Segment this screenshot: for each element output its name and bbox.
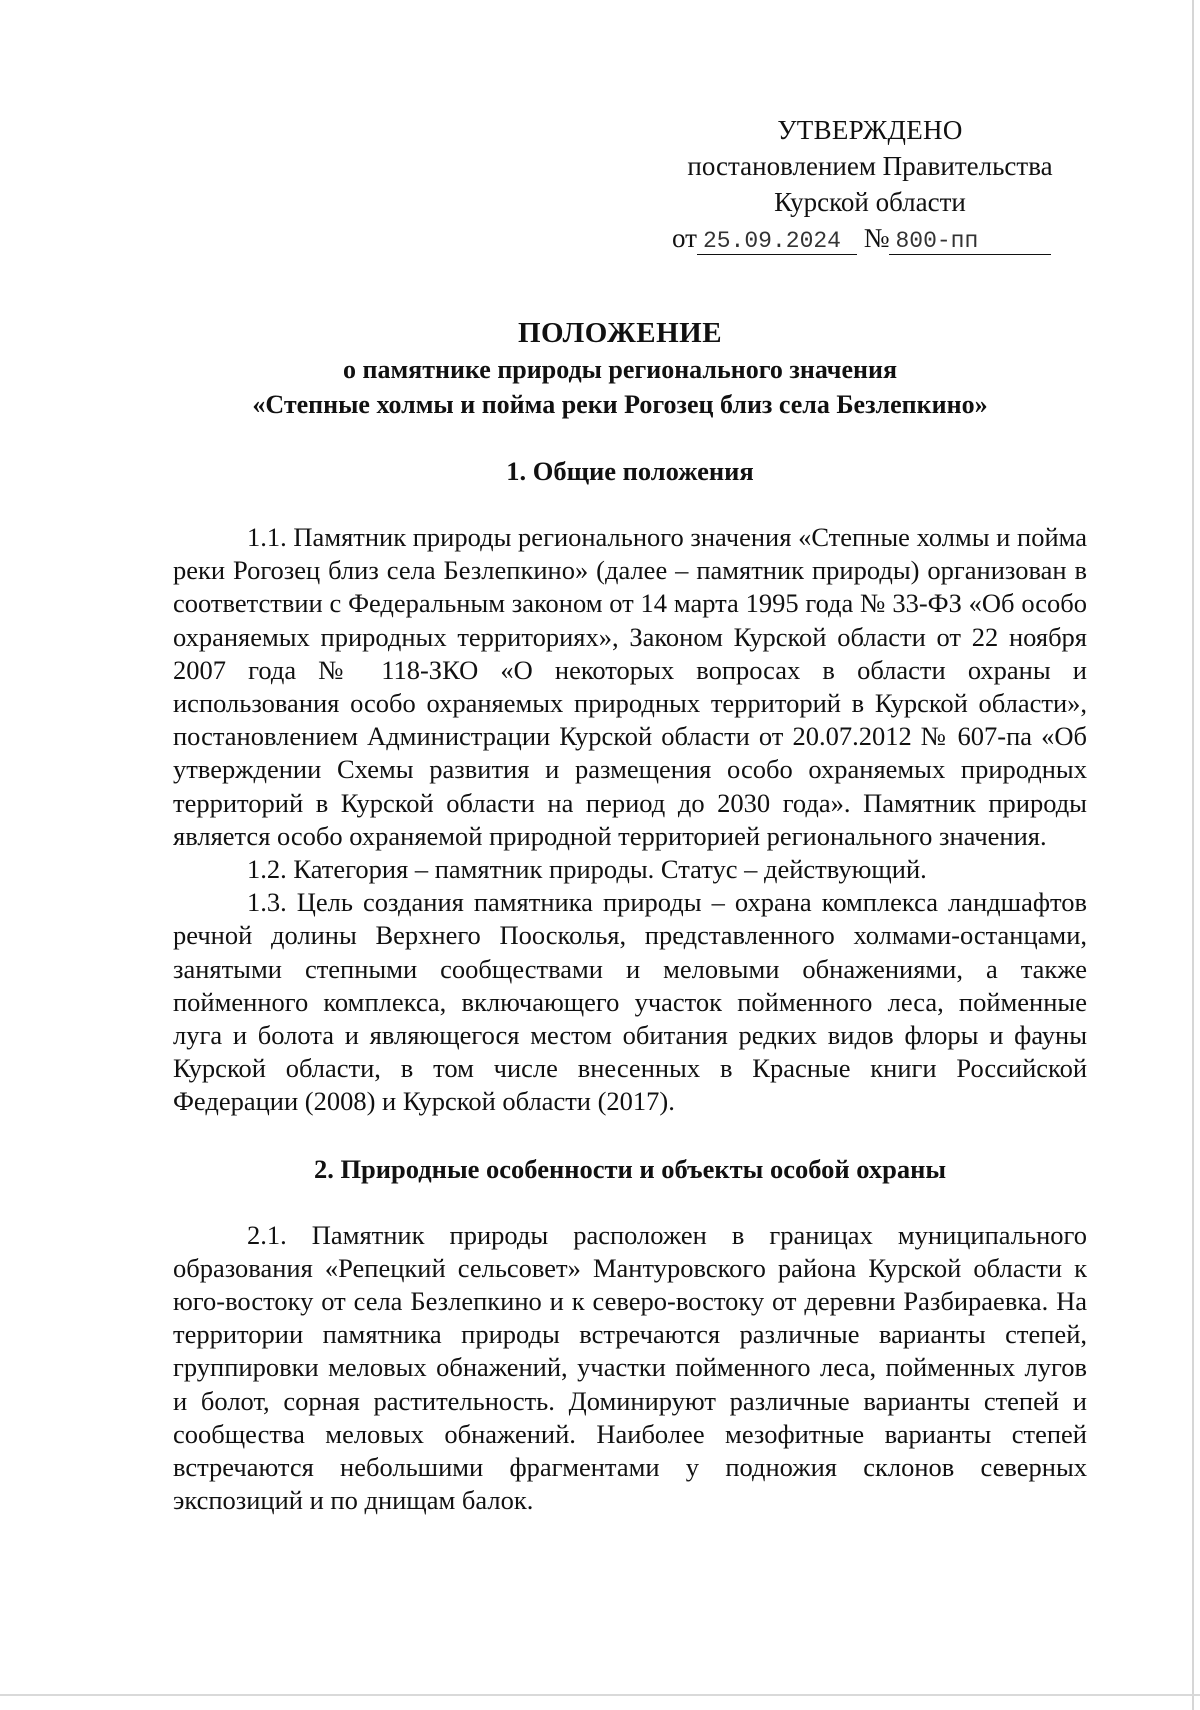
section-heading-2: 2. Природные особенности и объекты особой охраны: [313, 1153, 947, 1184]
document-subtitle-2: «Степные холмы и пойма реки Рогозец близ села Безлепкино»: [252, 390, 988, 419]
section-heading-1: 1. Общие положения: [506, 456, 754, 486]
paragraph-1-2: 1.2. Категория – памятник природы. Статус – действующий.: [247, 854, 927, 885]
approval-date-number: [640, 220, 1100, 256]
scan-edge-bottom: [0, 1694, 1200, 1696]
number-prefix: №: [863, 223, 890, 253]
date-prefix: от: [672, 223, 697, 253]
approval-heading: УТВЕРЖДЕНО: [777, 115, 963, 145]
approval-date: 25.09.2024: [697, 228, 857, 255]
approval-line-1: постановлением Правительства: [687, 151, 1053, 181]
scan-edge-right: [1192, 0, 1194, 1710]
document-title: ПОЛОЖЕНИЕ: [517, 317, 723, 349]
paragraph-1-3: 1.3. Цель создания памятника природы – охрана комплекса ландшафтов речной долины Верхнего Поосколья, представленного холмами-останцами, занятыми степными сообществами и меловыми обнажениями, а также пойменного комплекса, включающего участок пойменного леса, пойменные луга и болота и являющегося местом обитания редких видов флоры и фауны Курской области, в том числе внесенных в Красные книги Российской Федерации (2008) и Курской области (2017).: [173, 887, 1087, 1117]
document-subtitle-1: о памятнике природы регионального значения: [342, 355, 898, 384]
approval-line-2: Курской области: [774, 187, 966, 217]
document-title-block: [160, 314, 1080, 422]
document-body: [173, 454, 1087, 1517]
approval-number: 800-пп: [889, 228, 1051, 255]
paragraph-1-1: 1.1. Памятник природы регионального значения «Степные холмы и пойма реки Рогозец близ села Безлепкино» (далее – памятник природы) организован в соответствии с Федеральным законом от 14 марта 1995 года № 33-ФЗ «Об особо охраняемых природных территориях», Законом Курской области от 22 ноября 2007 года № 118-ЗКО «О некоторых вопросах в области охраны и использования особо охраняемых природных территорий в Курской области», постановлением Администрации Курской области от 20.07.2012 № 607-па «Об утверждении Схемы развития и размещения особо охраняемых природных территорий в Курской области на период до 2030 года». Памятник природы является особо охраняемой природной территорией регионального значения.: [173, 522, 1087, 851]
paragraph-2-1: 2.1. Памятник природы расположен в границах муниципального образования «Репецкий сельсовет» Мантуровского района Курской области к юго-востоку от села Безлепкино и к северо-востоку от деревни Разбираевка. На территории памятника природы встречаются различные варианты степей, группировки меловых обнажений, участки пойменного леса, пойменных лугов и болот, сорная растительность. Доминируют различные варианты степей и сообщества меловых обнажений. Наиболее мезофитные варианты степей встречаются небольшими фрагментами у подножия склонов северных экспозиций и по днищам балок.: [173, 1219, 1087, 1516]
approval-stamp: [640, 112, 1100, 256]
